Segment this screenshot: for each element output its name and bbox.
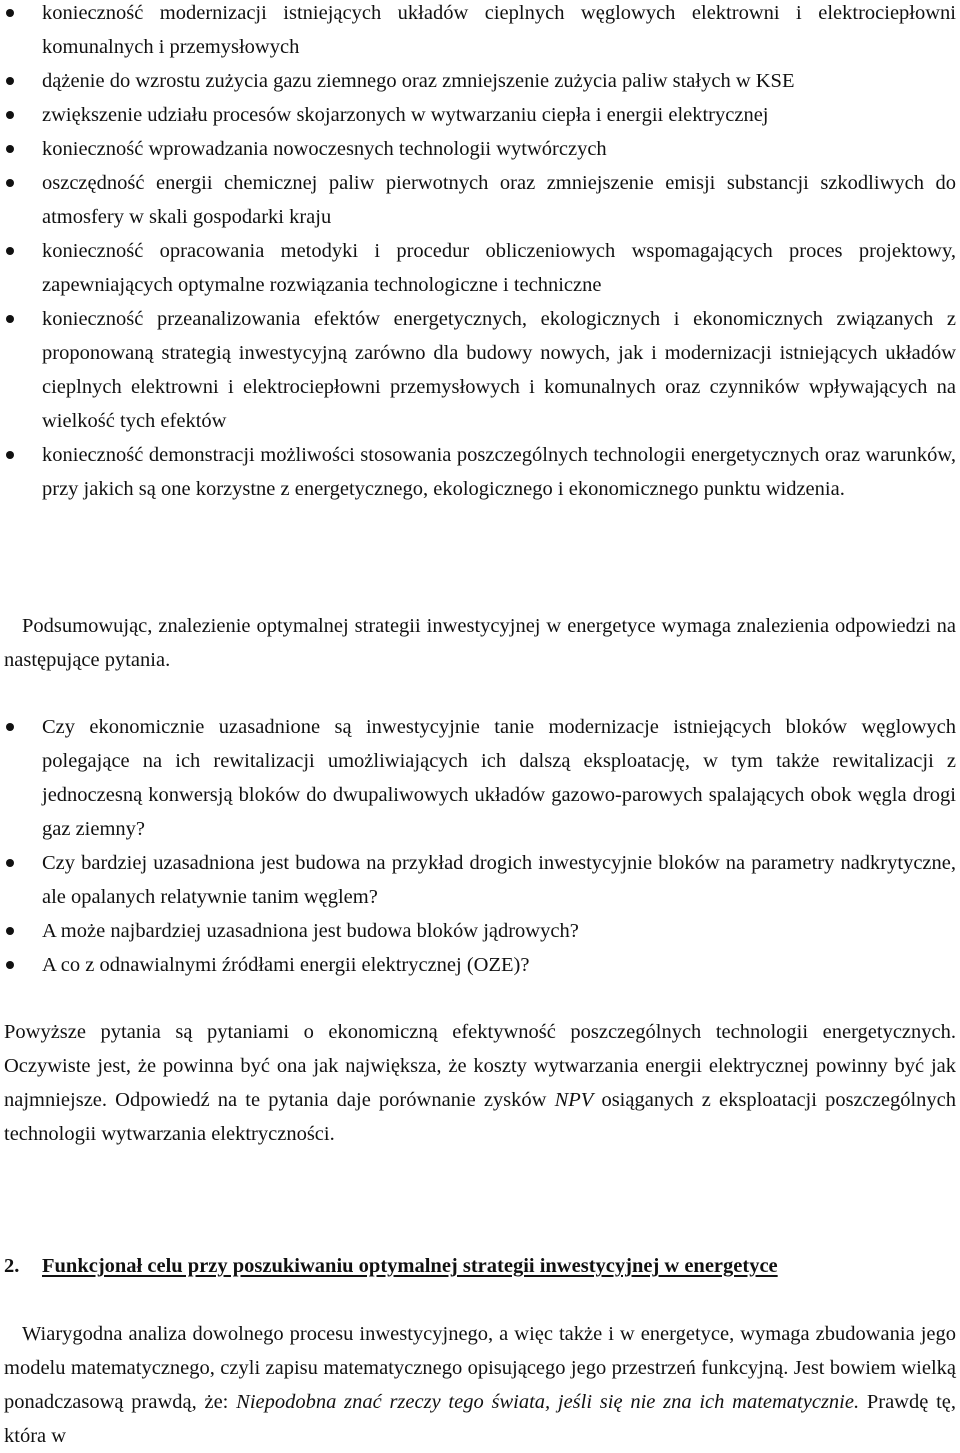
section-number: 2.: [4, 1255, 20, 1277]
list-item: A co z odnawialnymi źródłami energii elektrycznej (OZE)?: [0, 948, 960, 982]
npv-term: NPV: [554, 1089, 594, 1111]
section-heading: [4, 1249, 956, 1283]
questions-list: [0, 710, 960, 982]
final-paragraph: [4, 1317, 960, 1453]
final-paragraph-text-end: Prawdę tę, która w: [4, 1391, 956, 1447]
list-item: Czy bardziej uzasadniona jest budowa na przykład drogich inwestycyjnie bloków na parametry nadkrytyczne, ale opalanych relatywnie tanim węglem?: [0, 846, 960, 914]
list-item: dążenie do wzrostu zużycia gazu ziemnego oraz zmniejszenie zużycia paliw stałych w KSE: [0, 64, 960, 98]
section-title: Funkcjonał celu przy poszukiwaniu optymalnej strategii inwestycyjnej w energetyce: [42, 1255, 778, 1277]
list-item: oszczędność energii chemicznej paliw pierwotnych oraz zmniejszenie emisji substancji szkodliwych do atmosfery w skali gospodarki kraju: [0, 166, 960, 234]
requirements-list: [0, 0, 960, 506]
npv-paragraph-text-end: osiąganych z eksploatacji poszczególnych technologii wytwarzania elektryczności.: [4, 1089, 956, 1145]
npv-paragraph-text-start: Powyższe pytania są pytaniami o ekonomiczną efektywność poszczególnych technologii energetycznych. Oczywiste jest, że powinna być ona jak największa, że koszty wytwarzania energii elektrycznej powinny być jak najmniejsze. Odpowiedź na te pytania daje porównanie zysków: [4, 1021, 956, 1111]
list-item: konieczność demonstracji możliwości stosowania poszczególnych technologii energetycznych oraz warunków, przy jakich są one korzystne z energetycznego, ekologicznego i ekonomicznego punktu widzenia.: [0, 438, 960, 506]
list-item: konieczność przeanalizowania efektów energetycznych, ekologicznych i ekonomicznych związanych z proponowaną strategią inwestycyjną zarówno dla budowy nowych, jak i modernizacji istniejących układów cieplnych elektrowni i elektrociepłowni przemysłowych i komunalnych oraz czynników wpływających na wielkość tych efektów: [0, 302, 960, 438]
quote-text: Niepodobna znać rzeczy tego świata, jeśli się nie zna ich matematycznie.: [236, 1391, 860, 1413]
list-item: Czy ekonomicznie uzasadnione są inwestycyjnie tanie modernizacje istniejących bloków węglowych polegające na ich rewitalizacji umożliwiających ich dalszą eksploatację, w tym także rewitalizacji z jednoczesną konwersją bloków do dwupaliwowych układów gazowo-parowych spalających obok węgla drogi gaz ziemny?: [0, 710, 960, 846]
final-paragraph-text-start: Wiarygodna analiza dowolnego procesu inwestycyjnego, a więc także i w energetyce, wymaga zbudowania jego modelu matematycznego, czyli zapisu matematycznego opisującego jego przestrzeń funkcyjną. Jest bowiem wielką ponadczasową prawdą, że:: [4, 1323, 956, 1413]
list-item: A może najbardziej uzasadniona jest budowa bloków jądrowych?: [0, 914, 960, 948]
npv-paragraph: [4, 1015, 960, 1151]
summary-paragraph: Podsumowując, znalezienie optymalnej strategii inwestycyjnej w energetyce wymaga znalezienia odpowiedzi na następujące pytania.: [4, 615, 956, 671]
list-item: zwiększenie udziału procesów skojarzonych w wytwarzaniu ciepła i energii elektrycznej: [0, 98, 960, 132]
list-item: konieczność wprowadzania nowoczesnych technologii wytwórczych: [0, 132, 960, 166]
list-item: konieczność modernizacji istniejących układów cieplnych węglowych elektrowni i elektrociepłowni komunalnych i przemysłowych: [0, 0, 960, 64]
list-item: konieczność opracowania metodyki i procedur obliczeniowych wspomagających proces projektowy, zapewniających optymalne rozwiązania technologiczne i techniczne: [0, 234, 960, 302]
